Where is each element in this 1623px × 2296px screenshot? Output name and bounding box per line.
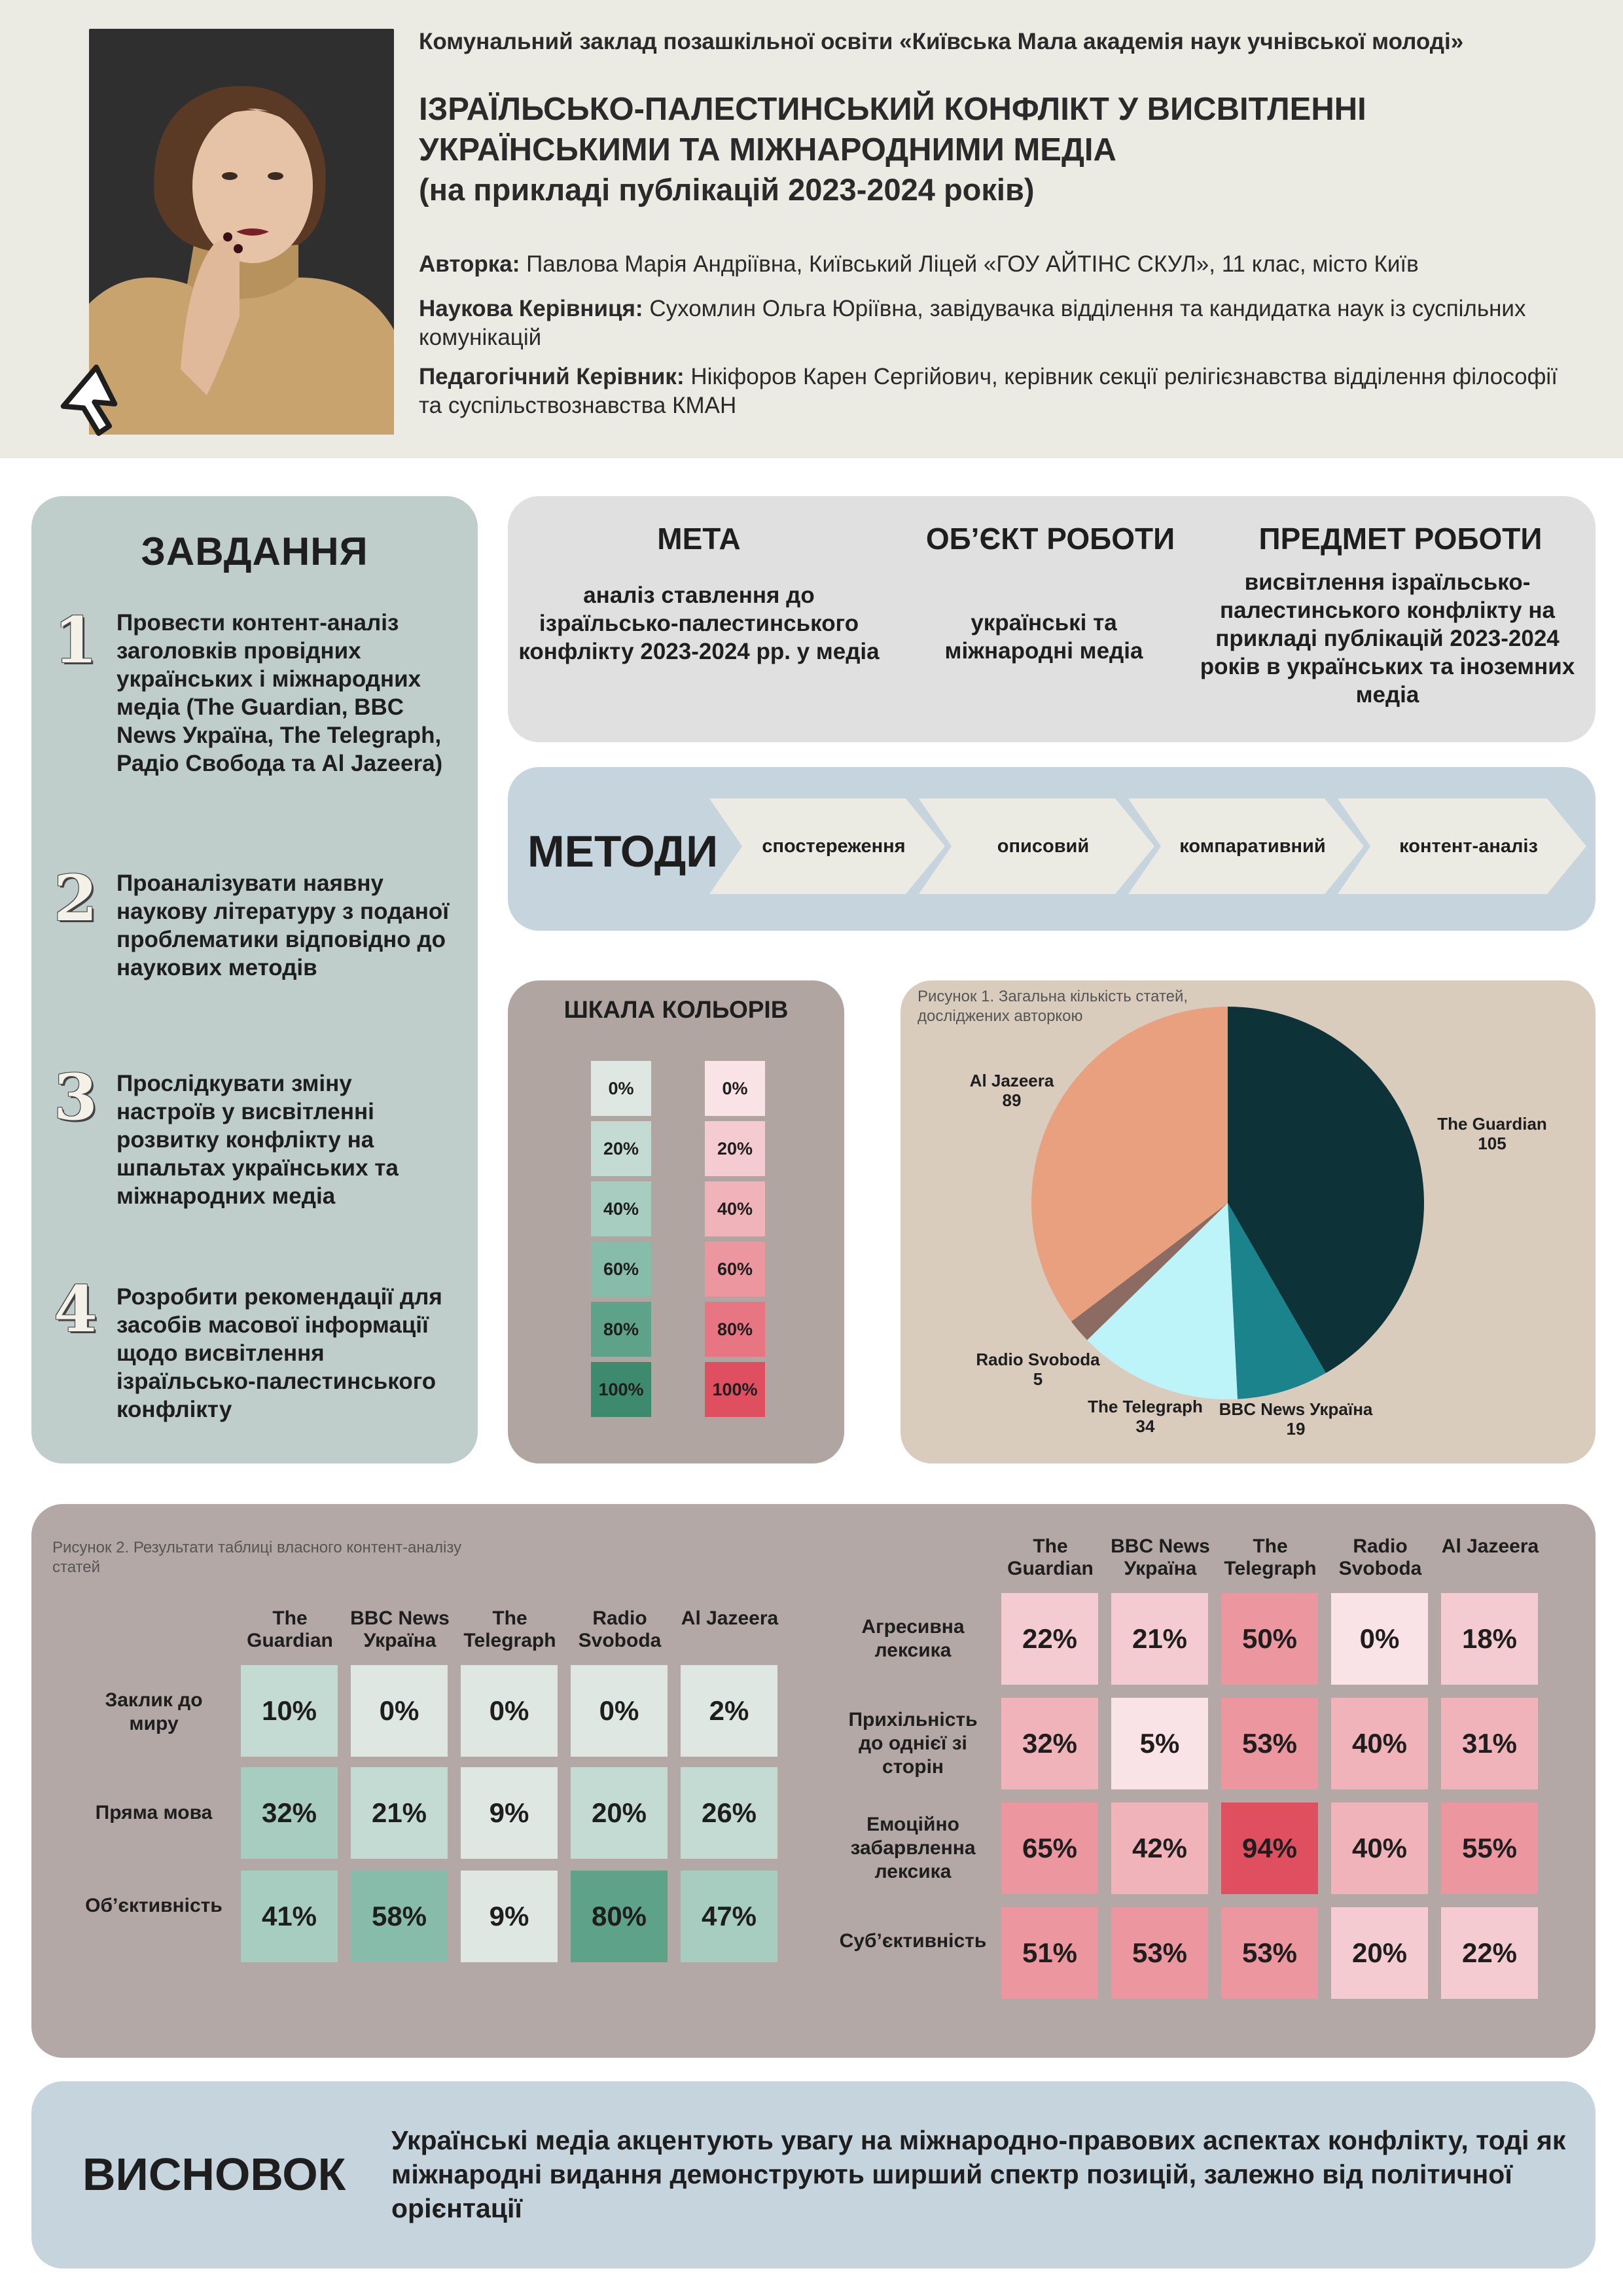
author-label: Авторка: — [419, 251, 520, 277]
task-text: Прослідкувати зміну настроїв у висвітленні розвитку конфлікту на шпальтах українських та міжнародних медіа — [116, 1071, 399, 1209]
result-cell: 94% — [1221, 1803, 1318, 1894]
column-header: The Guardian — [1007, 1535, 1094, 1579]
result-cell: 51% — [1001, 1907, 1098, 1999]
meta-title: МЕТА — [657, 522, 741, 556]
red-scale-cell: 100% — [703, 1360, 767, 1419]
result-cell: 0% — [461, 1665, 558, 1757]
meta-text: аналіз ставлення до ізраїльсько-палестинського конфлікту 2023-2024 рр. у медіа — [518, 583, 880, 664]
author-line — [419, 250, 1571, 279]
column-header: The Telegraph — [463, 1607, 556, 1651]
result-cell: 53% — [1221, 1698, 1318, 1789]
result-cell: 20% — [1331, 1907, 1428, 1999]
result-cell: 40% — [1331, 1803, 1428, 1894]
task-text: Провести контент-аналіз заголовків провідних українських і міжнародних медіа (The Guardian, BBC News Україна, The Telegraph, Радіо Свобода та Al Jazeera) — [116, 610, 443, 776]
author-text: Павлова Марія Андріївна, Київський Ліцей «ГОУ АЙТІНС СКУЛ», 11 клас, місто Київ — [520, 251, 1419, 277]
supervisor-text: Сухомлин Ольга Юріївна, завідувачка відділення та кандидатка наук із суспільних комунікацій — [419, 296, 1526, 350]
row-header: Об’єктивність — [85, 1895, 223, 1916]
result-cell: 0% — [1331, 1593, 1428, 1685]
color-scale-title: ШКАЛА КОЛЬОРІВ — [563, 996, 789, 1023]
tasks-title: ЗАВДАННЯ — [141, 529, 368, 573]
row-header: Заклик до миру — [105, 1689, 203, 1734]
result-cell: 42% — [1111, 1803, 1208, 1894]
pie-label: Al Jazeera 89 — [969, 1071, 1054, 1110]
pedagogue-text: Нікіфоров Карен Сергійович, керівник секції релігієзнавства відділення філософії та суспільствознавства КМАН — [419, 364, 1558, 418]
supervisor-label: Наукова Керівниця: — [419, 296, 643, 321]
result-cell: 40% — [1331, 1698, 1428, 1789]
pie-caption: Рисунок 1. Загальна кількість статей, досліджених авторкою — [918, 988, 1188, 1025]
green-scale-cell: 40% — [589, 1179, 653, 1238]
result-cell: 22% — [1441, 1907, 1538, 1999]
cursor-icon — [56, 361, 135, 446]
pie-label: Radio Svoboda 5 — [976, 1350, 1100, 1389]
green-scale-cell: 0% — [589, 1059, 653, 1118]
task-text: Проаналізувати наявну наукову літературу з поданої проблематики відповідно до наукових методів — [116, 870, 450, 980]
result-cell: 20% — [571, 1767, 668, 1859]
result-cell: 22% — [1001, 1593, 1098, 1685]
row-header: Агресивна лексика — [861, 1616, 965, 1661]
red-scale-cell: 80% — [703, 1300, 767, 1359]
result-cell: 41% — [241, 1871, 338, 1962]
institution-name: Комунальний заклад позашкільної освіти «Київська Мала академія наук учнівської молоді» — [419, 29, 1464, 54]
result-cell: 0% — [571, 1665, 668, 1757]
result-cell: 21% — [351, 1767, 448, 1859]
results-caption: Рисунок 2. Результати таблиці власного контент-аналізу статей — [52, 1539, 462, 1576]
object-text: українські та міжнародні медіа — [944, 610, 1143, 664]
method-label: контент-аналіз — [1399, 835, 1538, 857]
green-scale-cell: 100% — [589, 1360, 653, 1419]
result-cell: 50% — [1221, 1593, 1318, 1685]
column-header: The Telegraph — [1224, 1535, 1317, 1579]
column-header: Al Jazeera — [1441, 1535, 1539, 1557]
result-cell: 5% — [1111, 1698, 1208, 1789]
row-header: Суб’єктивність — [839, 1930, 987, 1952]
task-text: Розробити рекомендації для засобів масової інформації щодо висвітлення ізраїльсько-палестинського конфлікту — [116, 1284, 442, 1422]
method-label: описовий — [997, 835, 1090, 857]
pedagogue-label: Педагогічний Керівник: — [419, 364, 685, 389]
result-cell: 32% — [1001, 1698, 1098, 1789]
result-cell: 21% — [1111, 1593, 1208, 1685]
result-cell: 26% — [681, 1767, 777, 1859]
green-scale-cell: 80% — [589, 1300, 653, 1359]
page-title: ІЗРАЇЛЬСЬКО-ПАЛЕСТИНСЬКИЙ КОНФЛІКТ У ВИСВІТЛЕННІ УКРАЇНСЬКИМИ ТА МІЖНАРОДНИМИ МЕДІА — [419, 92, 1366, 168]
result-cell: 58% — [351, 1871, 448, 1962]
column-header: Radio Svoboda — [1338, 1535, 1422, 1579]
green-scale-cell: 20% — [589, 1119, 653, 1178]
result-cell: 47% — [681, 1871, 777, 1962]
row-header: Емоційно забарвленна лексика — [850, 1814, 976, 1882]
methods-title: МЕТОДИ — [527, 827, 719, 876]
task-number: 2 — [54, 861, 98, 935]
supervisor-line — [419, 295, 1571, 352]
result-cell: 9% — [461, 1767, 558, 1859]
column-header: Radio Svoboda — [578, 1607, 662, 1651]
conclusion-text: Українські медіа акцентують увагу на міжнародно-правових аспектах конфлікту, тоді як міжнародні видання демонструють ширший спектр позицій, залежно від політичної орієнтації — [391, 2125, 1566, 2223]
pedagogue-line — [419, 363, 1571, 420]
row-header: Прихільність до однієї зі сторін — [848, 1709, 978, 1778]
method-step — [709, 798, 945, 894]
method-step — [919, 798, 1154, 894]
red-scale-cell: 0% — [703, 1059, 767, 1118]
method-label: спостереження — [762, 835, 906, 857]
result-cell: 2% — [681, 1665, 777, 1757]
result-cell: 18% — [1441, 1593, 1538, 1685]
column-header: BBC News Україна — [1111, 1535, 1210, 1579]
result-cell: 31% — [1441, 1698, 1538, 1789]
result-cell: 9% — [461, 1871, 558, 1962]
result-cell: 53% — [1221, 1907, 1318, 1999]
pie-label: The Guardian 105 — [1437, 1114, 1547, 1153]
pie-chart — [901, 980, 1596, 1463]
task-number: 3 — [54, 1060, 98, 1134]
pie-label: The Telegraph 34 — [1088, 1397, 1203, 1436]
task-number: 4 — [54, 1272, 98, 1346]
result-cell: 55% — [1441, 1803, 1538, 1894]
subject-title: ПРЕДМЕТ РОБОТИ — [1258, 522, 1543, 556]
column-header: BBC News Україна — [350, 1607, 450, 1651]
page-subtitle: (на прикладі публікацій 2023-2024 років) — [419, 172, 1035, 207]
result-cell: 80% — [571, 1871, 668, 1962]
result-cell: 10% — [241, 1665, 338, 1757]
result-cell: 32% — [241, 1767, 338, 1859]
pie-label: BBC News Україна 19 — [1219, 1399, 1373, 1439]
subject-text: висвітлення ізраїльсько-палестинського конфлікту на прикладі публікацій 2023-2024 років в українських та іноземних медіа — [1200, 569, 1575, 708]
red-scale-cell: 60% — [703, 1240, 767, 1299]
result-cell: 0% — [351, 1665, 448, 1757]
red-scale-cell: 40% — [703, 1179, 767, 1238]
task-number: 1 — [54, 603, 98, 677]
method-step — [1128, 798, 1364, 894]
result-cell: 65% — [1001, 1803, 1098, 1894]
red-scale-cell: 20% — [703, 1119, 767, 1178]
result-cell: 53% — [1111, 1907, 1208, 1999]
color-scale-panel — [508, 980, 844, 1463]
method-step — [1338, 798, 1586, 894]
row-header: Пряма мова — [95, 1802, 213, 1823]
column-header: Al Jazeera — [681, 1607, 779, 1629]
column-header: The Guardian — [247, 1607, 333, 1651]
method-label: компаративний — [1179, 835, 1326, 857]
object-title: ОБ’ЄКТ РОБОТИ — [925, 522, 1175, 556]
conclusion-title: ВИСНОВОК — [82, 2149, 346, 2200]
green-scale-cell: 60% — [589, 1240, 653, 1299]
